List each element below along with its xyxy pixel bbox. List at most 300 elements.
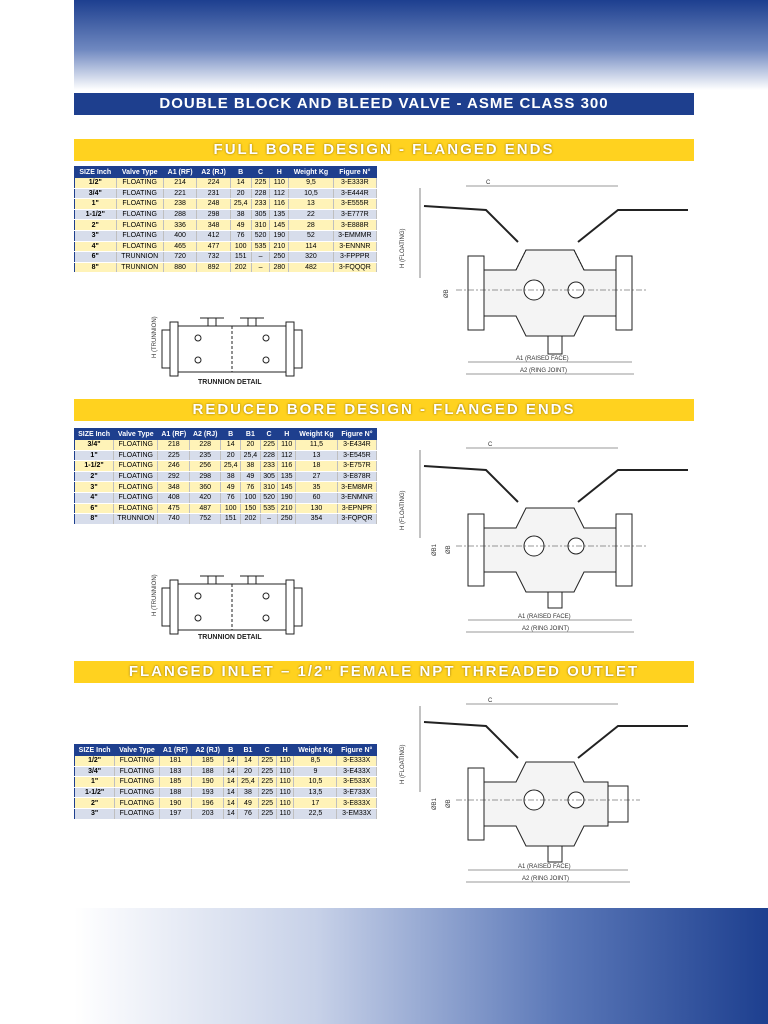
table-cell: FLOATING xyxy=(116,199,163,210)
table-cell: 354 xyxy=(296,514,338,525)
table-row xyxy=(75,492,377,503)
table-cell: 110 xyxy=(276,756,294,767)
table-cell: 60 xyxy=(296,492,338,503)
table-row xyxy=(75,777,377,788)
table-cell: 20 xyxy=(230,188,251,199)
table-cell: 3-EM8MR xyxy=(337,482,376,493)
dim-a1-label: A1 (RAISED FACE) xyxy=(516,356,569,362)
table-cell: 1-1/2" xyxy=(75,461,114,472)
table-cell: 76 xyxy=(230,230,251,241)
table-cell: 8,5 xyxy=(294,756,337,767)
footer-gradient-band xyxy=(74,908,768,1024)
table-cell: 248 xyxy=(197,199,230,210)
table-cell: – xyxy=(260,514,278,525)
table-cell: 151 xyxy=(221,514,241,525)
table-cell: 38 xyxy=(230,209,251,220)
table-cell: 6" xyxy=(75,252,117,263)
column-header: Weight Kg xyxy=(294,745,337,756)
table-cell: 3" xyxy=(75,230,117,241)
table-cell: 14 xyxy=(224,787,238,798)
column-header: Figure N° xyxy=(337,745,377,756)
table-cell: 3-EMMMR xyxy=(333,230,376,241)
dim-h-label: H (FLOATING) xyxy=(400,490,406,530)
table-cell: 202 xyxy=(241,514,261,525)
table-row xyxy=(75,514,377,525)
table-cell: 49 xyxy=(238,798,258,809)
table-cell: 14 xyxy=(224,808,238,819)
table-cell: 3-E833X xyxy=(337,798,377,809)
column-header: B1 xyxy=(241,429,261,440)
table-cell: 225 xyxy=(258,808,276,819)
table-cell: – xyxy=(251,262,270,273)
table-cell: 3-E434R xyxy=(337,440,376,451)
table-row xyxy=(75,230,377,241)
table-cell: 18 xyxy=(296,461,338,472)
table-cell: 225 xyxy=(258,756,276,767)
table-cell: 8" xyxy=(75,514,114,525)
table-cell: 3-E555R xyxy=(333,199,376,210)
table-row xyxy=(75,787,377,798)
table-cell: 412 xyxy=(197,230,230,241)
table-cell: 298 xyxy=(190,471,221,482)
table-cell: 752 xyxy=(190,514,221,525)
column-header: Figure N° xyxy=(337,429,376,440)
trunnion-h-label: H (TRUNNION) xyxy=(152,574,158,616)
table-cell: 732 xyxy=(197,252,230,263)
table-cell: 3-FQPQR xyxy=(337,514,376,525)
table-cell: 110 xyxy=(276,808,294,819)
column-header: A2 (RJ) xyxy=(190,429,221,440)
table-cell: 185 xyxy=(192,756,224,767)
table-cell: 3-E433X xyxy=(337,766,377,777)
table-cell: 3-EM33X xyxy=(337,808,377,819)
table-cell: FLOATING xyxy=(115,798,159,809)
table-cell: 214 xyxy=(163,178,197,189)
column-header: B xyxy=(224,745,238,756)
table-cell: 100 xyxy=(221,503,241,514)
dim-a2-label: A2 (RING JOINT) xyxy=(522,626,570,632)
table-cell: FLOATING xyxy=(116,241,163,252)
table-cell: 3/4" xyxy=(75,440,114,451)
table-row xyxy=(75,503,377,514)
table-cell: 2" xyxy=(75,798,115,809)
table-cell: 225 xyxy=(258,787,276,798)
table-cell: 130 xyxy=(296,503,338,514)
table-cell: 110 xyxy=(276,798,294,809)
table-cell: 110 xyxy=(276,766,294,777)
table-cell: 114 xyxy=(289,241,333,252)
table-cell: 9,5 xyxy=(289,178,333,189)
table-cell: 110 xyxy=(270,178,289,189)
table-cell: 1" xyxy=(75,450,114,461)
table-cell: 225 xyxy=(260,440,278,451)
table-cell: 348 xyxy=(197,220,230,231)
column-header: Valve Type xyxy=(115,745,159,756)
table-cell: 520 xyxy=(260,492,278,503)
table-cell: 1" xyxy=(75,777,115,788)
table-cell: 3-E777R xyxy=(333,209,376,220)
table-cell: FLOATING xyxy=(115,808,159,819)
table-cell: 20 xyxy=(241,440,261,451)
table-cell: 202 xyxy=(230,262,251,273)
table-cell: 2" xyxy=(75,220,117,231)
table-row xyxy=(75,450,377,461)
table-cell: 14 xyxy=(224,777,238,788)
table-cell: 49 xyxy=(230,220,251,231)
table-cell: 892 xyxy=(197,262,230,273)
table-cell: 38 xyxy=(241,461,261,472)
dim-h-label: H (FLOATING) xyxy=(400,228,406,268)
table-row xyxy=(75,808,377,819)
trunnion-h-label: H (TRUNNION) xyxy=(152,316,158,358)
table-cell: 190 xyxy=(159,798,192,809)
dim-c-label: C xyxy=(488,698,493,704)
table-cell: 25,4 xyxy=(221,461,241,472)
section-heading-reduced-bore: REDUCED BORE DESIGN - FLANGED ENDS xyxy=(74,399,694,421)
table-cell: 13 xyxy=(296,450,338,461)
table-cell: 238 xyxy=(163,199,197,210)
table-cell: 288 xyxy=(163,209,197,220)
table-cell: 225 xyxy=(258,766,276,777)
table-cell: 25,4 xyxy=(230,199,251,210)
table-cell: 225 xyxy=(251,178,270,189)
table-cell: 298 xyxy=(197,209,230,220)
table-cell: 465 xyxy=(163,241,197,252)
dim-c-label: C xyxy=(486,180,491,186)
table-row xyxy=(75,262,377,273)
column-header: A1 (RF) xyxy=(163,167,197,178)
table-row xyxy=(75,482,377,493)
column-header: SIZE Inch xyxy=(75,429,114,440)
column-header: B xyxy=(221,429,241,440)
table-cell: 3-FQQQR xyxy=(333,262,376,273)
column-header: C xyxy=(251,167,270,178)
dim-a2-label: A2 (RING JOINT) xyxy=(520,368,568,374)
table-cell: 4" xyxy=(75,492,114,503)
table-cell: 196 xyxy=(192,798,224,809)
table-row xyxy=(75,188,377,199)
table-cell: – xyxy=(251,252,270,263)
table-cell: 233 xyxy=(251,199,270,210)
table-row xyxy=(75,220,377,231)
table-cell: 188 xyxy=(192,766,224,777)
table-cell: 110 xyxy=(276,777,294,788)
table-cell: 181 xyxy=(159,756,192,767)
column-header: Valve Type xyxy=(116,167,163,178)
table-cell: FLOATING xyxy=(114,471,158,482)
table-cell: 3-E444R xyxy=(333,188,376,199)
table-cell: 190 xyxy=(270,230,289,241)
column-header: B1 xyxy=(238,745,258,756)
dim-c-label: C xyxy=(488,442,493,448)
table-cell: 150 xyxy=(241,503,261,514)
table-cell: 400 xyxy=(163,230,197,241)
table-cell: 6" xyxy=(75,503,114,514)
table-cell: 38 xyxy=(221,471,241,482)
table-cell: FLOATING xyxy=(115,766,159,777)
column-header: SIZE Inch xyxy=(75,167,117,178)
table-cell: 3" xyxy=(75,808,115,819)
table-cell: 25,4 xyxy=(241,450,261,461)
column-header: A1 (RF) xyxy=(159,745,192,756)
table-cell: 408 xyxy=(158,492,190,503)
table-cell: 3-E533X xyxy=(337,777,377,788)
valve-drawing-full-bore xyxy=(396,178,696,380)
table-cell: 8" xyxy=(75,262,117,273)
table-cell: 305 xyxy=(260,471,278,482)
table-cell: 535 xyxy=(251,241,270,252)
dim-a2-label: A2 (RING JOINT) xyxy=(522,876,570,882)
table-cell: FLOATING xyxy=(114,440,158,451)
table-cell: 218 xyxy=(158,440,190,451)
table-cell: 720 xyxy=(163,252,197,263)
column-header: H xyxy=(270,167,289,178)
table-cell: 20 xyxy=(238,766,258,777)
table-cell: FLOATING xyxy=(114,482,158,493)
table-cell: 145 xyxy=(278,482,296,493)
table-cell: 3-E333X xyxy=(337,756,377,767)
trunnion-caption-2: TRUNNION DETAIL xyxy=(198,634,262,641)
table-cell: 1/2" xyxy=(75,756,115,767)
table-cell: 420 xyxy=(190,492,221,503)
column-header: A1 (RF) xyxy=(158,429,190,440)
column-header: H xyxy=(276,745,294,756)
table-cell: 280 xyxy=(270,262,289,273)
table-row xyxy=(75,471,377,482)
table-cell: 14 xyxy=(224,756,238,767)
table-cell: 76 xyxy=(241,482,261,493)
table-row xyxy=(75,440,377,451)
table-cell: 256 xyxy=(190,461,221,472)
table-cell: 210 xyxy=(278,503,296,514)
table-cell: FLOATING xyxy=(116,188,163,199)
table-cell: 193 xyxy=(192,787,224,798)
table-cell: 3-E733X xyxy=(337,787,377,798)
spec-table-full-bore xyxy=(74,166,377,273)
table-cell: 3-FPPPR xyxy=(333,252,376,263)
table-cell: FLOATING xyxy=(114,461,158,472)
table-cell: 151 xyxy=(230,252,251,263)
table-cell: 135 xyxy=(278,471,296,482)
dim-b-label: ØB xyxy=(446,799,452,808)
table-cell: 100 xyxy=(241,492,261,503)
table-cell: 535 xyxy=(260,503,278,514)
table-cell: 112 xyxy=(270,188,289,199)
table-cell: 310 xyxy=(260,482,278,493)
table-cell: FLOATING xyxy=(115,777,159,788)
table-cell: FLOATING xyxy=(116,209,163,220)
table-cell: 231 xyxy=(197,188,230,199)
table-cell: 190 xyxy=(278,492,296,503)
table-cell: 487 xyxy=(190,503,221,514)
valve-drawing-threaded-outlet xyxy=(396,694,696,890)
table-row xyxy=(75,252,377,263)
table-cell: 52 xyxy=(289,230,333,241)
table-cell: 13,5 xyxy=(294,787,337,798)
table-cell: 348 xyxy=(158,482,190,493)
table-cell: 14 xyxy=(238,756,258,767)
table-cell: 116 xyxy=(278,461,296,472)
table-cell: 3-E333R xyxy=(333,178,376,189)
table-cell: 225 xyxy=(258,798,276,809)
column-header: B xyxy=(230,167,251,178)
table-cell: 477 xyxy=(197,241,230,252)
table-cell: 49 xyxy=(221,482,241,493)
table-cell: 3-E757R xyxy=(337,461,376,472)
table-cell: 228 xyxy=(260,450,278,461)
table-cell: 116 xyxy=(270,199,289,210)
table-cell: 225 xyxy=(158,450,190,461)
table-cell: 250 xyxy=(278,514,296,525)
table-row xyxy=(75,461,377,472)
table-cell: 1-1/2" xyxy=(75,209,117,220)
table-cell: 22,5 xyxy=(294,808,337,819)
column-header: A2 (RJ) xyxy=(192,745,224,756)
table-cell: FLOATING xyxy=(114,492,158,503)
table-cell: 49 xyxy=(241,471,261,482)
table-cell: 188 xyxy=(159,787,192,798)
dim-a1-label: A1 (RAISED FACE) xyxy=(518,864,571,870)
column-header: Weight Kg xyxy=(296,429,338,440)
table-cell: 1-1/2" xyxy=(75,787,115,798)
table-cell: 11,5 xyxy=(296,440,338,451)
table-cell: 197 xyxy=(159,808,192,819)
table-cell: 110 xyxy=(278,440,296,451)
table-cell: 35 xyxy=(296,482,338,493)
table-row xyxy=(75,178,377,189)
table-cell: 233 xyxy=(260,461,278,472)
column-header: A2 (RJ) xyxy=(197,167,230,178)
table-cell: 292 xyxy=(158,471,190,482)
dim-b1-label: ØB1 xyxy=(432,797,438,810)
table-row xyxy=(75,766,377,777)
table-cell: 221 xyxy=(163,188,197,199)
trunnion-detail-drawing-1 xyxy=(150,312,310,378)
page-title: DOUBLE BLOCK AND BLEED VALVE - ASME CLASS 300 xyxy=(74,93,694,115)
table-cell: FLOATING xyxy=(114,503,158,514)
table-cell: 25,4 xyxy=(238,777,258,788)
table-cell: 1" xyxy=(75,199,117,210)
table-cell: 112 xyxy=(278,450,296,461)
table-cell: 482 xyxy=(289,262,333,273)
table-cell: TRUNNION xyxy=(114,514,158,525)
table-cell: 2" xyxy=(75,471,114,482)
table-cell: 228 xyxy=(190,440,221,451)
table-cell: 224 xyxy=(197,178,230,189)
table-cell: 22 xyxy=(289,209,333,220)
trunnion-caption-1: TRUNNION DETAIL xyxy=(198,379,262,386)
dim-b-label: ØB xyxy=(446,545,452,554)
section-heading-threaded-outlet: FLANGED INLET – 1/2" FEMALE NPT THREADED OUTLET xyxy=(74,661,694,683)
table-cell: 228 xyxy=(251,188,270,199)
table-cell: 250 xyxy=(270,252,289,263)
table-row xyxy=(75,209,377,220)
valve-drawing-reduced-bore xyxy=(396,440,696,640)
table-cell: 4" xyxy=(75,241,117,252)
table-cell: 203 xyxy=(192,808,224,819)
trunnion-detail-drawing-2 xyxy=(150,570,310,636)
table-cell: 305 xyxy=(251,209,270,220)
column-header: C xyxy=(260,429,278,440)
table-cell: 183 xyxy=(159,766,192,777)
table-cell: 14 xyxy=(224,798,238,809)
table-cell: FLOATING xyxy=(114,450,158,461)
column-header: SIZE Inch xyxy=(75,745,115,756)
table-cell: 740 xyxy=(158,514,190,525)
table-cell: 76 xyxy=(238,808,258,819)
table-cell: TRUNNION xyxy=(116,262,163,273)
table-cell: 135 xyxy=(270,209,289,220)
table-cell: 17 xyxy=(294,798,337,809)
table-cell: 320 xyxy=(289,252,333,263)
table-cell: 110 xyxy=(276,787,294,798)
table-cell: FLOATING xyxy=(115,787,159,798)
table-cell: 3-E545R xyxy=(337,450,376,461)
table-cell: 100 xyxy=(230,241,251,252)
table-cell: 145 xyxy=(270,220,289,231)
column-header: Weight Kg xyxy=(289,167,333,178)
table-cell: 28 xyxy=(289,220,333,231)
column-header: Valve Type xyxy=(114,429,158,440)
table-cell: 360 xyxy=(190,482,221,493)
table-cell: 310 xyxy=(251,220,270,231)
table-cell: TRUNNION xyxy=(116,252,163,263)
column-header: Figure N° xyxy=(333,167,376,178)
table-cell: FLOATING xyxy=(115,756,159,767)
table-cell: 3/4" xyxy=(75,766,115,777)
table-row xyxy=(75,756,377,767)
table-cell: FLOATING xyxy=(116,230,163,241)
table-cell: 210 xyxy=(270,241,289,252)
dim-b1-label: ØB1 xyxy=(432,543,438,556)
table-cell: 880 xyxy=(163,262,197,273)
table-cell: 76 xyxy=(221,492,241,503)
column-header: C xyxy=(258,745,276,756)
table-cell: 3-E878R xyxy=(337,471,376,482)
table-cell: 3-EPNPR xyxy=(337,503,376,514)
table-cell: 190 xyxy=(192,777,224,788)
column-header: H xyxy=(278,429,296,440)
table-cell: 520 xyxy=(251,230,270,241)
table-cell: 185 xyxy=(159,777,192,788)
table-cell: 14 xyxy=(230,178,251,189)
spec-table-reduced-bore xyxy=(74,428,377,525)
table-cell: 3" xyxy=(75,482,114,493)
table-cell: 14 xyxy=(221,440,241,451)
section-heading-full-bore: FULL BORE DESIGN - FLANGED ENDS xyxy=(74,139,694,161)
table-row xyxy=(75,241,377,252)
table-cell: 10,5 xyxy=(294,777,337,788)
dim-a1-label: A1 (RAISED FACE) xyxy=(518,614,571,620)
table-cell: 475 xyxy=(158,503,190,514)
dim-b-label: ØB xyxy=(444,289,450,298)
table-cell: 235 xyxy=(190,450,221,461)
table-cell: FLOATING xyxy=(116,220,163,231)
table-cell: 20 xyxy=(221,450,241,461)
dim-h-label: H (FLOATING) xyxy=(400,744,406,784)
table-cell: 246 xyxy=(158,461,190,472)
table-cell: 38 xyxy=(238,787,258,798)
table-cell: 3-ENNNR xyxy=(333,241,376,252)
table-cell: 10,5 xyxy=(289,188,333,199)
table-cell: 3-ENMNR xyxy=(337,492,376,503)
table-cell: 336 xyxy=(163,220,197,231)
header-gradient-band xyxy=(74,0,768,90)
table-row xyxy=(75,798,377,809)
table-cell: 3/4" xyxy=(75,188,117,199)
table-cell: 3-E888R xyxy=(333,220,376,231)
table-cell: 27 xyxy=(296,471,338,482)
